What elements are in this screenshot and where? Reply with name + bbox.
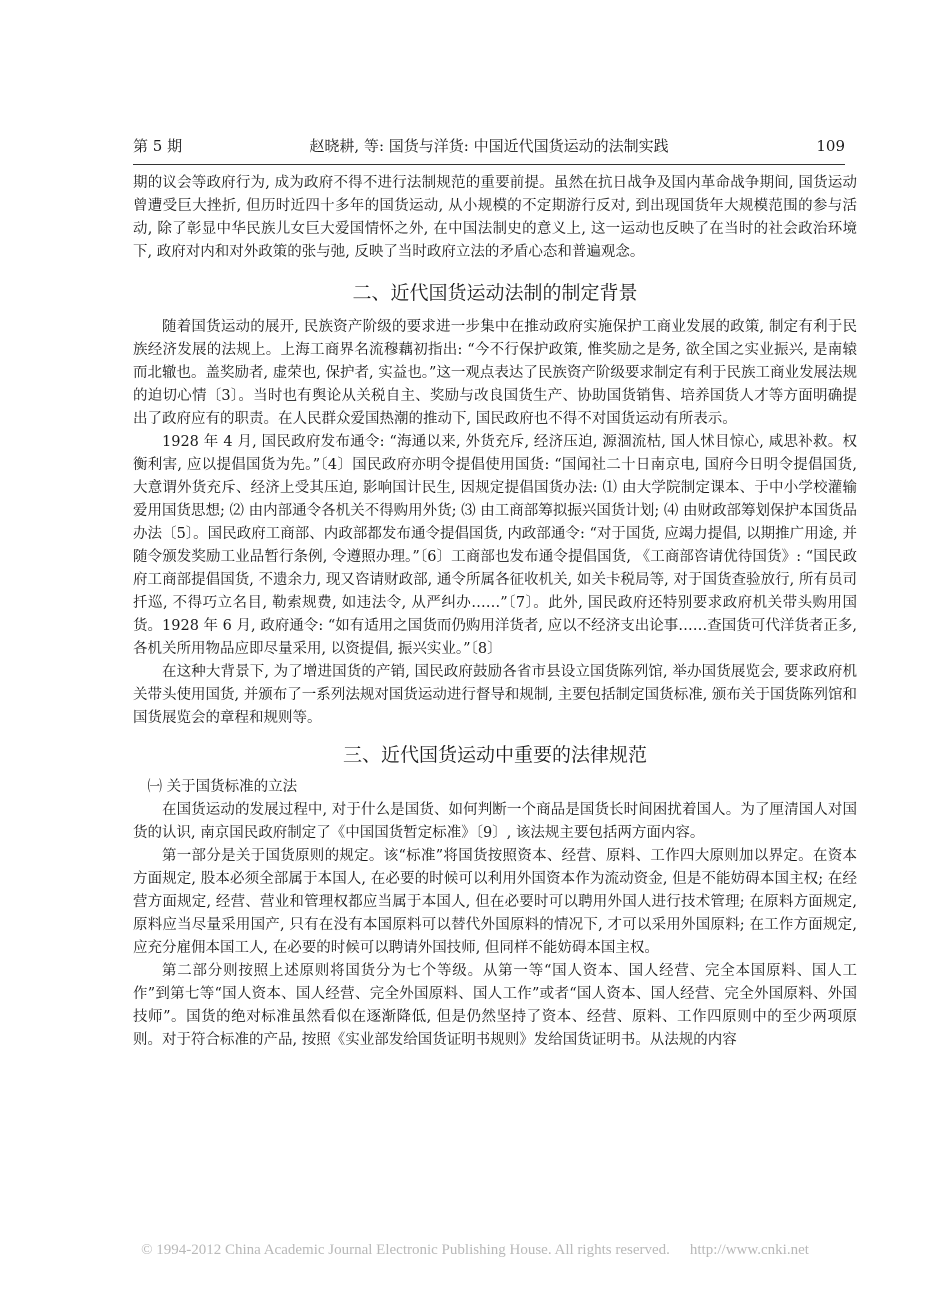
header-rule	[133, 164, 845, 165]
cnki-url[interactable]: http://www.cnki.net	[689, 1242, 809, 1258]
paragraph-s3-2: 第一部分是关于国货原则的规定。该“标准”将国货按照资本、经营、原料、工作四大原则加以界定。在资本方面规定, 股本必须全部属于本国人, 在必要的时候可以利用外国资本作为流动资金, 但是不能妨碍本国主权; 在经营方面规定, 经营、营业和管理权都应当属于本国人, 但在必要时可以聘用外国人进行技术管理; 在原料方面规定, 原料应当尽量采用国产, 只有在没有本国原料可以替代外国原料的情况下, 才可以采用外国原料; 在工作方面规定, 应充分雇佣本国工人, 在必要的时候可以聘请外国技师, 但同样不能妨碍本国主权。	[133, 848, 857, 956]
paragraph-intro-continuation: 期的议会等政府行为, 成为政府不得不进行法制规范的重要前提。虽然在抗日战争及国内革命战争期间, 国货运动曾遭受巨大挫折, 但历时近四十多年的国货运动, 从小规模的不定期游行反对, 到出现国货年大规模范围的参与活动, 除了彰显中华民族儿女巨大爱国情怀之外, 在中国法制史的意义上, 这一运动也反映了在当时的社会政治环境下, 政府对内和对外政策的张与弛, 反映了当时政府立法的矛盾心态和普遍观念。	[133, 175, 857, 260]
paragraph-s2-3: 在这种大背景下, 为了增进国货的产销, 国民政府鼓励各省市县设立国货陈列馆, 举办国货展览会, 要求政府机关带头使用国货, 并颁布了一系列法规对国货运动进行督导和规制, 主要包括制定国货标准, 颁布关于国货陈列馆和国货展览会的章程和规则等。	[133, 664, 857, 726]
section-heading-3: 三、近代国货运动中重要的法律规范	[342, 744, 647, 766]
article-body	[133, 172, 857, 1052]
running-header	[133, 133, 845, 159]
paragraph-s3-1: 在国货运动的发展过程中, 对于什么是国货、如何判断一个商品是国货长时间困扰着国人。为了厘清国人对国货的认识, 南京国民政府制定了《中国国货暂定标准》〔9〕, 该法规主要包括两方面内容。	[133, 802, 857, 841]
issue-number: 第 5 期	[133, 137, 183, 155]
copyright-notice: © 1994-2012 China Academic Journal Electronic Publishing House. All rights reserved.	[141, 1242, 670, 1258]
paragraph-s2-2: 1928 年 4 月, 国民政府发布通令: “海通以来, 外货充斥, 经济压迫, 源涸流枯, 国人怵目惊心, 咸思补救。权衡利害, 应以提倡国货为先。”〔4〕国民政府亦明令提倡使用国货: “国闻社二十日南京电, 国府今日明令提倡国货, 大意谓外货充斥、经济上受其压迫, 影响国计民生, 因规定提倡国货办法: ⑴ 由大学院制定课本、于中小学校灌输爱用国货思想; ⑵ 由内部通令各机关不得购用外货; ⑶ 由工商部筹拟振兴国货计划; ⑷ 由财政部筹划保护本国货品办法〔5〕。国民政府工商部、内政部都发布通令提倡国货, 内政部通令: “对于国货, 应竭力提倡, 以期推广用途, 并随令颁发奖励工业品暂行条例, 令遵照办理。”〔6〕工商部也发布通令提倡国货, 《工商部咨请优待国货》: “国民政府工商部提倡国货, 不遗余力, 现又咨请财政部, 通令所属各征收机关, 如关卡税局等, 对于国货查验放行, 所有员司扦巡, 不得巧立名目, 勒索规费, 如违法令, 从严纠办……”〔7〕。此外, 国民政府还特别要求政府机关带头购用国货。1928 年 6 月, 政府通令: “如有适用之国货而仍购用洋货者, 应以不经济支出论事……查国货可代洋货者正多, 各机关所用物品应即尽量采用, 以资提倡, 振兴实业。”〔8〕	[133, 434, 857, 657]
page-number: 109	[816, 137, 845, 155]
paragraph-s3-3: 第二部分则按照上述原则将国货分为七个等级。从第一等“国人资本、国人经营、完全本国原料、国人工作”到第七等“国人资本、国人经营、完全外国原料、国人工作”或者“国人资本、国人经营、完全外国原料、外国技师”。国货的绝对标准虽然看似在逐渐降低, 但是仍然坚持了资本、经营、原料、工作四原则中的至少两项原则。对于符合标准的产品, 按照《实业部发给国货证明书规则》发给国货证明书。从法规的内容	[133, 963, 857, 1048]
subsection-heading-1: ㈠ 关于国货标准的立法	[147, 779, 298, 795]
running-title: 赵晓耕, 等: 国货与洋货: 中国近代国货运动的法制实践	[309, 137, 669, 155]
paragraph-s2-1: 随着国货运动的展开, 民族资产阶级的要求进一步集中在推动政府实施保护工商业发展的政策, 制定有利于民族经济发展的法规上。上海工商界名流穆藕初指出: “今不行保护政策, 惟奖励之是务, 欲全国之实业振兴, 是南辕而北辙也。盖奖励者, 虚荣也, 保护者, 实益也。”这一观点表达了民族资产阶级要求制定有利于民族工商业发展法规的迫切心情〔3〕。当时也有舆论从关税自主、奖励与改良国货生产、协助国货销售、培养国货人才等方面明确提出了政府应有的职责。在人民群众爱国热潮的推动下, 国民政府也不得不对国货运动有所表示。	[133, 319, 857, 427]
section-heading-2: 二、近代国货运动法制的制定背景	[352, 282, 638, 304]
watermark-footer	[0, 1242, 950, 1259]
